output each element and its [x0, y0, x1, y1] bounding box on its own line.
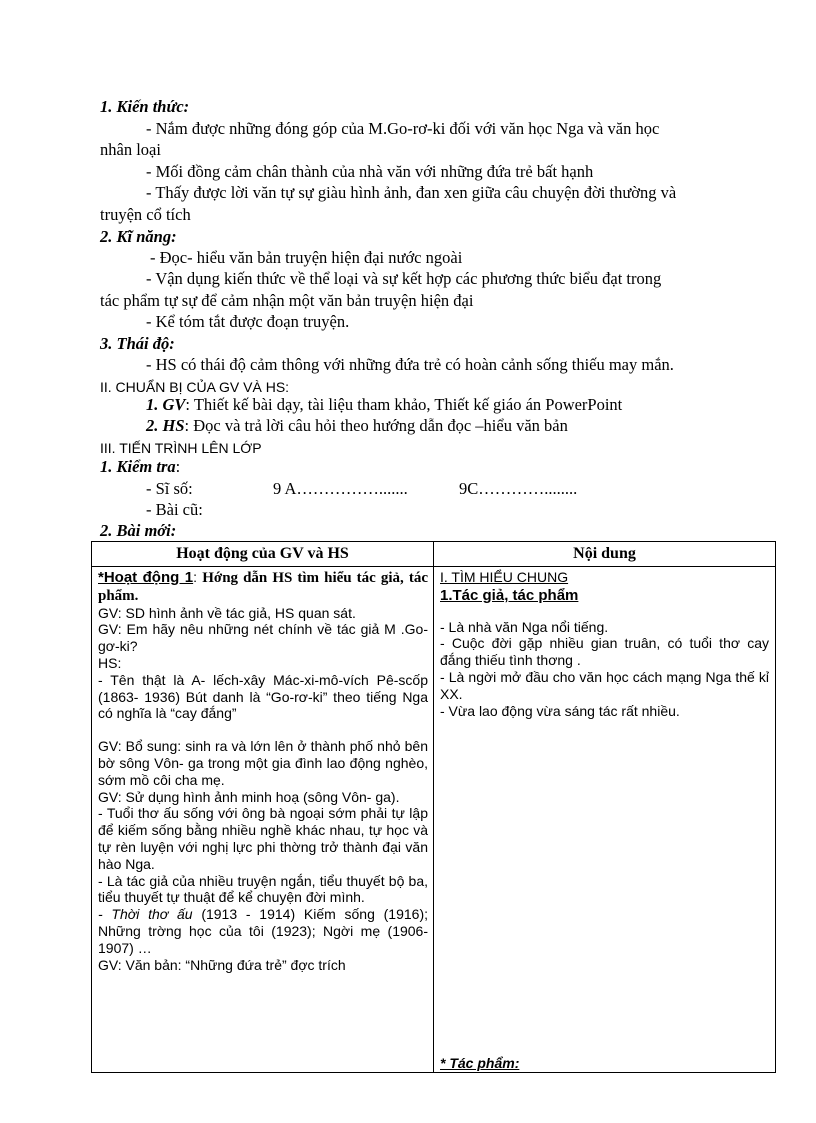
right-item-1: - Là nhà văn Nga nổi tiếng. [440, 618, 609, 635]
check-title: 1. Kiểm tra [100, 457, 176, 476]
right-spacer [440, 605, 769, 619]
left-para-5: GV: Bổ sung: sinh ra và lớn lên ở thành phố nhỏ bên bờ sông Vôn- ga trong một gia đình lao động nghèo, sớm mồ côi cha mẹ. [98, 738, 428, 788]
left-para-8: - Là tác giả của nhiều truyện ngắn, tiểu thuyết bộ ba, tiểu thuyết tự thuật để kể chuyện đời mình. [98, 872, 428, 906]
left-para-7: - Tuổi thơ ấu sống với ông bà ngoại sớm phải tự lập để kiếm sống bằng nhiều nghề khác nhau, tự học và tự rèn luyện với nghị lực phi thờng trở thành đại văn hào Nga. [98, 805, 428, 872]
check-colon: : [175, 457, 181, 476]
attitude-line-1: - HS có thái độ cảm thông với những đứa trẻ có hoàn cảnh sống thiếu may mắn. [146, 355, 674, 374]
left-para-4: - Tên thật là A- lếch-xây Mác-xi-mô-vích Pê-scốp (1863- 1936) Bút danh là “Go-rơ-ki” theo tiếng Nga có nghĩa là “cay đắng” [98, 671, 428, 722]
knowledge-line-1b: nhân loại [100, 140, 161, 159]
prep-title: II. CHUẨN BỊ CỦA GV VÀ HS: [100, 379, 290, 395]
right-heading-2: 1.Tác giả, tác phẩm [440, 586, 579, 604]
left-spacer [98, 722, 428, 738]
left-para-9 [98, 906, 428, 956]
right-item-3: - Là ngời mở đầu cho văn học cách mạng Nga thế kỉ XX. [440, 668, 769, 702]
table-header-row [92, 542, 776, 567]
prep-hs-label: 2. HS [146, 416, 185, 435]
class-9c: 9C…………........ [459, 479, 578, 498]
section-knowledge-title: 1. Kiến thức: [100, 97, 190, 116]
content-cell [434, 567, 776, 1073]
skills-line-2: - Vận dụng kiến thức về thể loại và sự kết hợp các phương thức biểu đạt trong [146, 269, 662, 288]
activity-colon: : [193, 569, 198, 585]
class-9a: 9 A……………....... [273, 479, 408, 498]
skills-line-1: - Đọc- hiểu văn bản truyện hiện đại nước ngoài [150, 248, 463, 267]
knowledge-line-3: - Thấy được lời văn tự sự giàu hình ảnh, đan xen giữa câu chuyện đời thường và [146, 183, 677, 202]
left-para-2: GV: Em hãy nêu những nét chính về tác giả M .Go- gơ-ki? [98, 621, 428, 655]
header-content: Nội dung [434, 542, 776, 567]
prep-hs-text: : Đọc và trả lời câu hỏi theo hướng dẫn đọc –hiểu văn bản [184, 416, 568, 435]
right-work-heading: * Tác phẩm: [440, 1055, 520, 1072]
right-item-4: - Vừa lao động vừa sáng tác rất nhiều. [440, 702, 680, 719]
knowledge-line-1: - Nắm được những đóng góp của M.Go-rơ-ki đối với văn học Nga và văn học [146, 119, 660, 138]
left-para-10: GV: Văn bản: “Những đứa trẻ” đợc trích [98, 956, 346, 973]
left-para-3: HS: [98, 654, 122, 671]
header-activity: Hoạt động của GV và HS [92, 542, 434, 567]
prep-gv-line [146, 395, 622, 415]
activity-label: *Hoạt động 1 [98, 569, 194, 586]
skills-line-3: - Kể tóm tắt được đoạn truyện. [146, 312, 350, 331]
left-para-9-rest: (1913 - 1914) Kiếm sống (1916); Những trờng học của tôi (1923); Ngời mẹ (1906- 1907) … [98, 906, 428, 956]
table-row [92, 567, 776, 1073]
left-para-6: GV: Sử dụng hình ảnh minh hoạ (sông Vôn- ga). [98, 788, 400, 805]
book-title-italic: - Thời thơ ấu [98, 906, 193, 923]
lesson-table [91, 541, 776, 1073]
activity-text: Hớng dẫn HS tìm hiểu tác giả, tác phẩm. [98, 570, 429, 604]
section-skills-title: 2. Kĩ năng: [100, 227, 177, 246]
prep-gv-text: : Thiết kế bài dạy, tài liệu tham khảo, Thiết kế giáo án PowerPoint [185, 395, 623, 414]
right-heading-1: I. TÌM HIỂU CHUNG [440, 569, 569, 585]
process-title: III. TIẾN TRÌNH LÊN LỚP [100, 440, 262, 456]
skills-line-2b: tác phẩm tự sự để cảm nhận một văn bản truyện hiện đại [100, 291, 474, 310]
right-item-2: - Cuộc đời gặp nhiều gian truân, có tuổi thơ cay đắng thiếu tình thơng . [440, 635, 769, 669]
activity-heading [98, 569, 428, 605]
check-title-line [100, 457, 180, 477]
siso-label: - Sĩ số: [146, 479, 193, 498]
new-lesson-title: 2. Bài mới: [100, 521, 177, 540]
left-para-1: GV: SD hình ảnh về tác giả, HS quan sát. [98, 604, 356, 621]
prep-hs-line [146, 416, 568, 436]
knowledge-line-2: - Mối đồng cảm chân thành của nhà văn với những đứa trẻ bất hạnh [146, 162, 594, 181]
activity-cell [92, 567, 434, 1073]
old-lesson-label: - Bài cũ: [146, 500, 203, 519]
section-attitude-title: 3. Thái độ: [100, 334, 175, 353]
knowledge-line-3b: truyện cổ tích [100, 205, 191, 224]
prep-gv-label: 1. GV [146, 395, 186, 414]
